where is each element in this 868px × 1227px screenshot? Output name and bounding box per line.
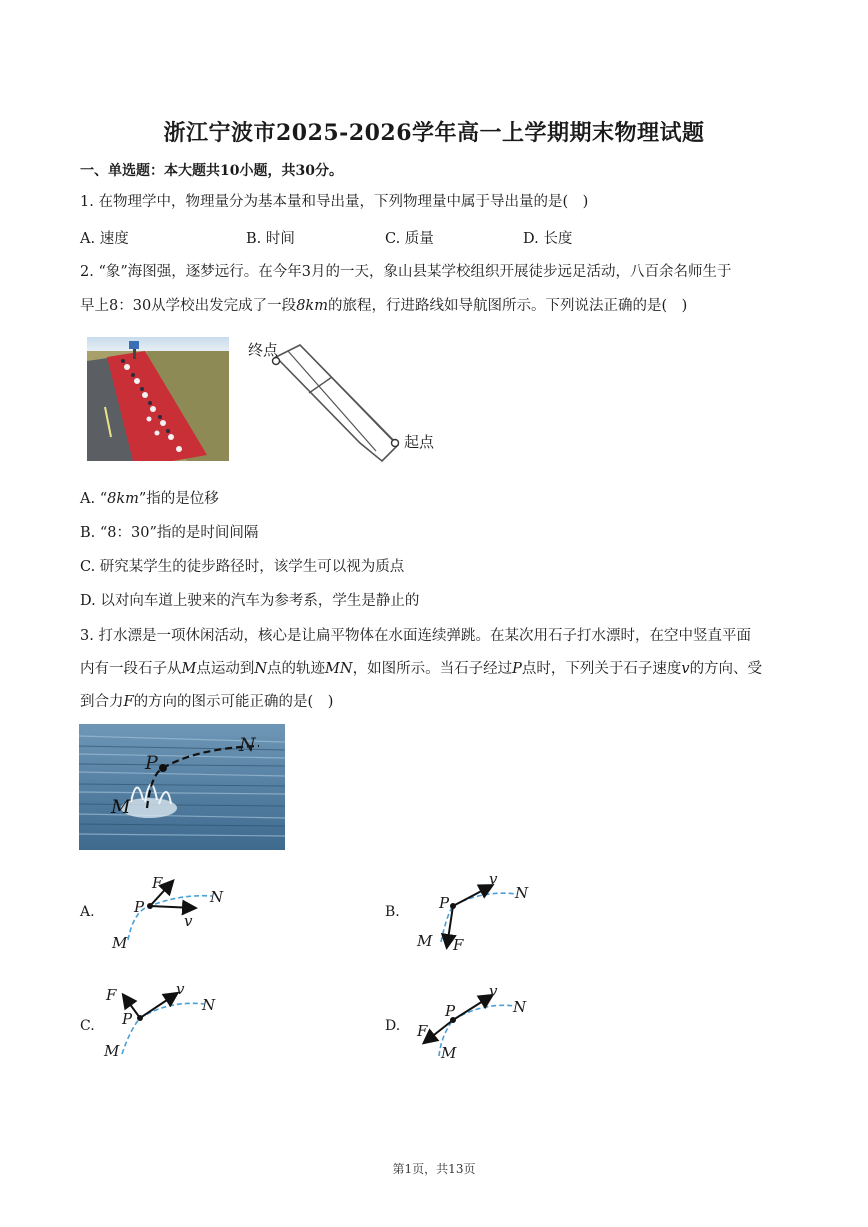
q3-var-mn: MN [325,661,353,677]
q3-option-c-diagram [80,980,280,1070]
q3-b-label-p: P [439,894,450,912]
q3-a-label-f: F [152,874,163,892]
q3-d-label-f: F [417,1022,428,1040]
q3-stem-line2 [80,659,762,679]
q2-stem-line2 [80,296,687,316]
q3-a-label-m: M [112,934,128,952]
q3-c-label-n: N [202,996,216,1014]
q3-b-label-f: F [453,936,464,954]
q3-a-label-p: P [134,898,145,916]
q3-a-label-v: v [184,912,193,930]
q3-option-b-diagram [385,870,585,960]
q3-option-a-diagram [80,870,280,960]
q2-stem-line1: 2. “象”海图强，逐梦远行。在今年3月的一天，象山县某学校组织开展徒步远足活动，八百余名师生于 [80,264,732,280]
section-heading: 一、单选题：本大题共10小题，共30分。 [80,163,343,179]
q2-option-a-pre: A. “ [80,491,108,507]
q3-text-h: 的方向的图示可能正确的是( ) [133,694,334,710]
q1-stem: 1. 在物理学中，物理量分为基本量和导出量，下列物理量中属于导出量的是( ) [80,194,589,210]
q3-text-d: ，如图所示。当石子经过 [352,661,513,677]
q3-text-g: 到合力 [80,694,124,710]
q3-d-label-m: M [441,1044,457,1062]
q2-option-a [80,489,219,509]
q3-var-f: F [123,694,134,710]
q3-var-v: v [681,661,690,677]
q2-option-d: D. 以对向车道上驶来的汽车为参考系，学生是静止的 [80,593,420,609]
q2-stem-distance: 8km [296,298,328,314]
q1-option-d: D. 长度 [523,231,573,247]
q3-c-label-p: P [122,1010,133,1028]
q3-option-d-diagram [385,980,585,1070]
q3-var-m: M [181,661,197,677]
q3-option-d-letter: D. [385,1018,401,1034]
q2-option-c: C. 研究某学生的徒步路径时，该学生可以视为质点 [80,559,405,575]
q1-option-b: B. 时间 [246,231,295,247]
q3-option-b-letter: B. [385,904,400,920]
q1-option-c: C. 质量 [385,231,434,247]
q1-option-a: A. 速度 [80,231,129,247]
q3-text-a: 内有一段石子从 [80,661,182,677]
q3-text-c: 点的轨迹 [267,661,326,677]
q3-d-label-n: N [513,998,527,1016]
hiking-photo [87,337,229,461]
photo-label-m: M [111,796,131,818]
q3-c-label-f: F [106,986,117,1004]
q3-var-n: N [254,661,268,677]
q3-c-label-m: M [104,1042,120,1060]
map-end-label: 终点 [248,341,279,359]
route-map [240,335,440,465]
q3-b-label-v: v [489,870,498,888]
q3-text-f: 的方向、受 [689,661,763,677]
page-footer: 第1页，共13页 [392,1162,476,1176]
q3-b-label-m: M [417,932,433,950]
q3-b-label-n: N [515,884,529,902]
q2-option-b: B. “8：30”指的是时间间隔 [80,525,259,541]
q2-option-a-math: 8km [107,491,139,507]
page-title: 浙江宁波市2025-2026学年高一上学期期末物理试题 [163,120,705,146]
q3-a-label-n: N [210,888,224,906]
q3-stem-line3 [80,692,333,712]
q3-c-label-v: v [176,980,185,998]
skipping-stone-photo [79,724,285,850]
q2-stem-text-b: 的旅程，行进路线如导航图所示。下列说法正确的是( ) [327,298,688,314]
q3-option-a-letter: A. [80,904,95,920]
q2-stem-text-a: 早上8：30从学校出发完成了一段 [80,298,297,314]
q3-var-p: P [512,661,522,677]
q3-stem-line1: 3. 打水漂是一项休闲活动，核心是让扁平物体在水面连续弹跳。在某次用石子打水漂时，在空中竖直平面 [80,628,751,644]
q3-text-b: 点运动到 [196,661,255,677]
photo-label-p: P [145,752,158,774]
q2-option-a-post: ”指的是位移 [138,491,219,507]
photo-label-n: N [239,734,256,756]
q3-d-label-p: P [445,1002,456,1020]
q3-text-e: 点时，下列关于石子速度 [521,661,682,677]
map-start-label: 起点 [404,433,435,451]
q3-option-c-letter: C. [80,1018,95,1034]
q3-d-label-v: v [489,982,498,1000]
